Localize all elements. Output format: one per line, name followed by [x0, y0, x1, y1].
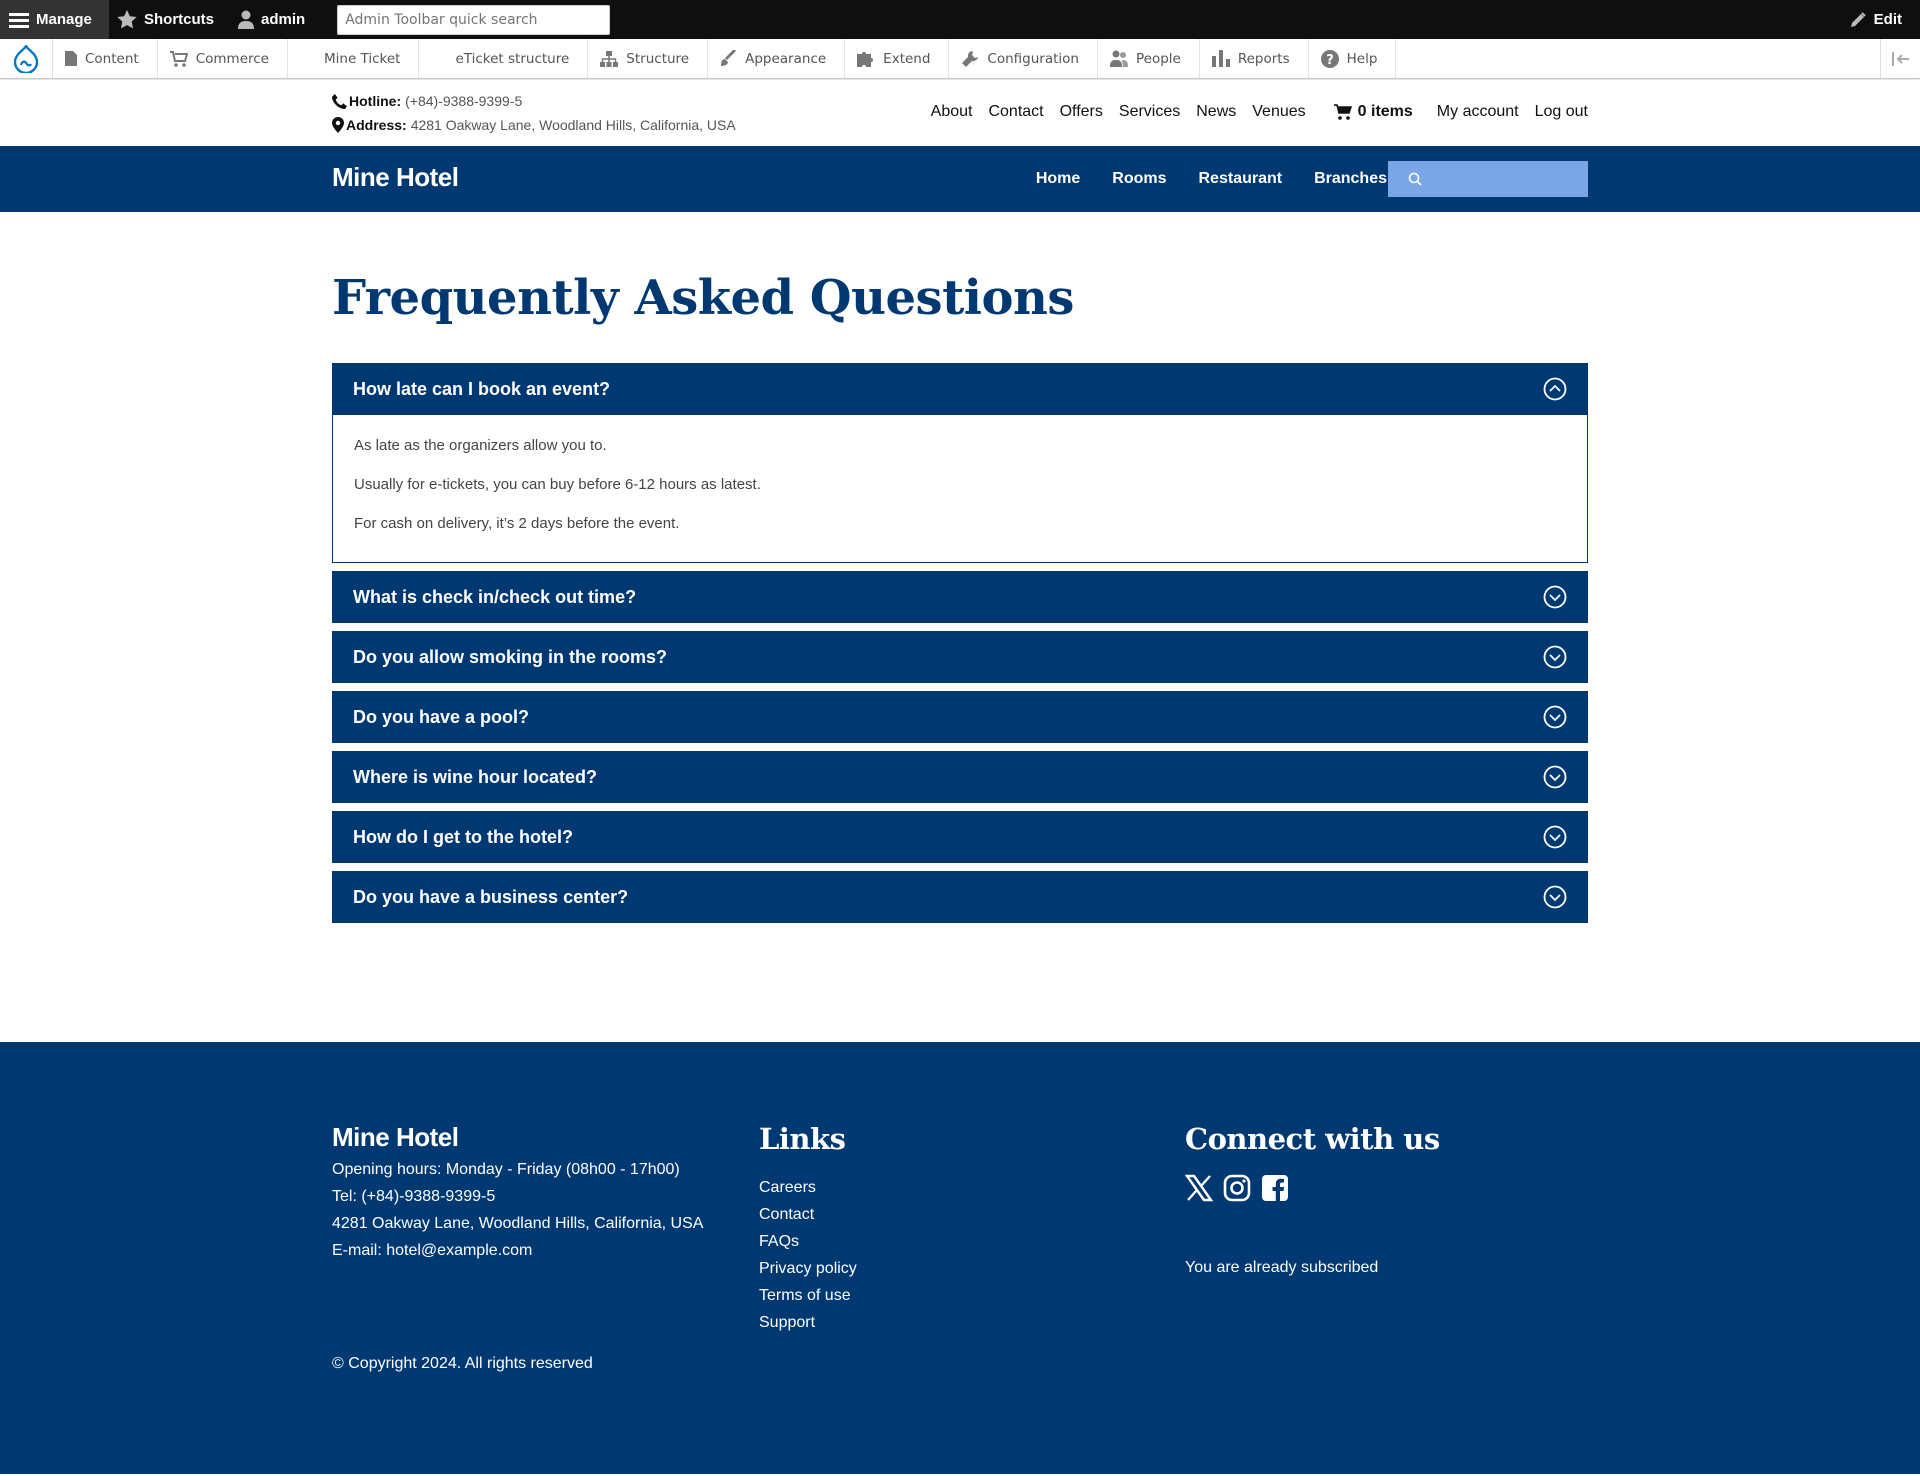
drupal-logo-icon[interactable]: [0, 39, 53, 78]
top-link-offers[interactable]: Offers: [1059, 103, 1103, 120]
tray-content-label: Content: [85, 50, 139, 67]
social-links: [1185, 1174, 1440, 1202]
tray-reports-label: Reports: [1237, 50, 1290, 67]
address-label: Address:: [346, 117, 407, 133]
faq-accordion: [332, 363, 1588, 931]
tray-help-label: Help: [1346, 50, 1378, 67]
shortcuts-button[interactable]: [109, 0, 230, 39]
footer-tel: Tel: (+84)-9388-9399-5: [332, 1188, 496, 1205]
faq-item: [332, 871, 1588, 923]
hotline-row: [332, 89, 736, 113]
faq-item: [332, 631, 1588, 683]
faq-question-toggle[interactable]: [332, 363, 1588, 415]
faq-answer: [332, 415, 1588, 563]
star-icon: [117, 10, 137, 29]
chevron-down-circle-icon: [1543, 645, 1567, 669]
cart-icon: [1334, 104, 1352, 120]
hotline-label: Hotline:: [349, 93, 402, 109]
site-footer: [0, 1042, 1920, 1474]
tray-extend-label: Extend: [883, 50, 931, 67]
x-twitter-icon[interactable]: [1185, 1174, 1213, 1202]
faq-item: [332, 691, 1588, 743]
tray-content[interactable]: [53, 39, 158, 78]
search-icon: [1408, 172, 1422, 186]
tray-configuration[interactable]: [949, 39, 1098, 78]
top-link-contact[interactable]: Contact: [988, 103, 1044, 120]
file-icon: [65, 51, 77, 66]
page-title: Frequently Asked Questions: [332, 270, 1074, 326]
footer-link-terms[interactable]: Terms of use: [759, 1287, 851, 1304]
manage-button[interactable]: [0, 0, 109, 39]
top-link-news[interactable]: News: [1196, 103, 1237, 120]
faq-question-toggle[interactable]: [332, 691, 1588, 743]
tray-mine-ticket-label: Mine Ticket: [323, 50, 401, 67]
footer-link-careers[interactable]: Careers: [759, 1179, 816, 1196]
chevron-down-circle-icon: [1543, 765, 1567, 789]
tray-commerce-label: Commerce: [195, 50, 269, 67]
hamburger-icon: [9, 12, 29, 28]
footer-link-privacy[interactable]: Privacy policy: [759, 1260, 857, 1277]
tray-structure-label: Structure: [626, 50, 690, 67]
footer-hours: Opening hours: Monday - Friday (08h00 - 17h00): [332, 1161, 680, 1178]
nav-link-rooms[interactable]: Rooms: [1112, 170, 1167, 187]
sitemap-icon: [600, 51, 618, 67]
tray-configuration-label: Configuration: [987, 50, 1079, 67]
footer-links: [759, 1122, 857, 1336]
puzzle-icon: [857, 50, 875, 67]
footer-email: E-mail: hotel@example.com: [332, 1242, 533, 1259]
faq-question-toggle[interactable]: [332, 631, 1588, 683]
faq-question: Do you have a business center?: [353, 886, 629, 907]
site-info-bar: [0, 80, 1920, 146]
top-menu: [915, 103, 1588, 121]
wrench-icon: [961, 50, 979, 68]
copyright: © Copyright 2024. All rights reserved: [332, 1355, 593, 1372]
phone-icon: [332, 94, 347, 109]
chevron-down-circle-icon: [1543, 705, 1567, 729]
tray-people-label: People: [1135, 50, 1181, 67]
admin-tray: [0, 39, 1920, 79]
logout-link[interactable]: Log out: [1534, 103, 1588, 120]
faq-question-toggle[interactable]: [332, 751, 1588, 803]
tray-appearance-label: Appearance: [745, 50, 827, 67]
faq-answer-line: As late as the organizers allow you to.: [354, 437, 607, 454]
nav-link-branches[interactable]: Branches: [1314, 170, 1387, 187]
edit-button[interactable]: [1850, 0, 1902, 39]
tray-extend[interactable]: [845, 39, 949, 78]
tray-mine-ticket[interactable]: [288, 39, 420, 78]
main-menu: [1004, 146, 1387, 212]
main-navigation: [0, 146, 1920, 212]
tray-reports[interactable]: [1200, 39, 1309, 78]
user-button[interactable]: [230, 0, 321, 39]
faq-question-toggle[interactable]: [332, 871, 1588, 923]
faq-answer-line: Usually for e-tickets, you can buy before 6-12 hours as latest.: [354, 476, 761, 493]
brush-icon: [720, 50, 737, 67]
top-link-services[interactable]: Services: [1118, 103, 1181, 120]
people-icon: [1110, 50, 1128, 67]
shortcuts-label: Shortcuts: [144, 11, 215, 28]
svg-text:?: ?: [1325, 52, 1334, 68]
footer-connect: [1185, 1122, 1440, 1281]
footer-connect-heading: Connect with us: [1185, 1122, 1440, 1156]
faq-question: What is check in/check out time?: [353, 586, 637, 607]
faq-question-toggle[interactable]: [332, 571, 1588, 623]
collapse-icon: [1892, 52, 1910, 66]
chevron-down-circle-icon: [1543, 825, 1567, 849]
edit-label: Edit: [1873, 11, 1902, 28]
tray-people[interactable]: [1098, 39, 1200, 78]
tray-eticket-structure[interactable]: [419, 39, 588, 78]
footer-link-contact[interactable]: Contact: [759, 1206, 815, 1223]
faq-item: [332, 751, 1588, 803]
faq-item: [332, 363, 1588, 563]
faq-question: Do you have a pool?: [353, 706, 530, 727]
admin-toolbar: [0, 0, 1920, 39]
chevron-down-circle-icon: [1543, 585, 1567, 609]
address-row: [332, 113, 736, 137]
faq-answer-line: For cash on delivery, it’s 2 days before the event.: [354, 515, 680, 532]
footer-address: 4281 Oakway Lane, Woodland Hills, California, USA: [332, 1215, 704, 1232]
subscribe-status: You are already subscribed: [1185, 1259, 1379, 1276]
cart-icon: [170, 51, 188, 67]
hotline-value: (+84)-9388-9399-5: [405, 93, 523, 109]
footer-link-support[interactable]: Support: [759, 1314, 816, 1331]
manage-label: Manage: [36, 11, 92, 28]
nav-link-home[interactable]: Home: [1035, 170, 1081, 187]
chevron-up-circle-icon: [1543, 377, 1567, 401]
cart-link[interactable]: [1334, 103, 1413, 121]
faq-question: How late can I book an event?: [353, 378, 611, 399]
faq-item: [332, 571, 1588, 623]
top-link-about[interactable]: About: [930, 103, 973, 120]
tray-structure[interactable]: [588, 39, 708, 78]
my-account-link[interactable]: My account: [1436, 103, 1519, 120]
faq-question: Do you allow smoking in the rooms?: [353, 646, 668, 667]
instagram-icon[interactable]: [1223, 1174, 1251, 1202]
nav-link-restaurant[interactable]: Restaurant: [1198, 170, 1283, 187]
tray-appearance[interactable]: [708, 39, 845, 78]
map-pin-icon: [332, 117, 344, 133]
tray-orientation-toggle[interactable]: [1880, 39, 1920, 78]
top-link-venues[interactable]: Venues: [1252, 103, 1306, 120]
admin-quick-search-input[interactable]: [337, 5, 610, 35]
faq-question-toggle[interactable]: [332, 811, 1588, 863]
tray-help[interactable]: [1309, 39, 1397, 78]
site-search-input[interactable]: [1388, 161, 1588, 197]
cart-label: 0 items: [1357, 103, 1413, 120]
footer-links-heading: Links: [759, 1122, 846, 1156]
help-icon: [1321, 50, 1339, 68]
tray-commerce[interactable]: [158, 39, 288, 78]
user-label: admin: [261, 11, 306, 28]
footer-brand: Mine Hotel: [332, 1122, 459, 1152]
address-value: 4281 Oakway Lane, Woodland Hills, California, USA: [410, 117, 736, 133]
faq-item: [332, 811, 1588, 863]
user-icon: [238, 10, 254, 29]
bar-chart-icon: [1212, 50, 1230, 67]
tray-eticket-structure-label: eTicket structure: [455, 50, 570, 67]
pencil-icon: [1850, 12, 1866, 28]
faq-question: How do I get to the hotel?: [353, 826, 573, 847]
chevron-down-circle-icon: [1543, 885, 1567, 909]
contact-info: [332, 89, 736, 137]
site-brand[interactable]: Mine Hotel: [332, 162, 459, 192]
footer-link-faqs[interactable]: FAQs: [759, 1233, 800, 1250]
facebook-icon[interactable]: [1261, 1174, 1289, 1202]
faq-question: Where is wine hour located?: [353, 766, 598, 787]
footer-about: [332, 1122, 703, 1264]
